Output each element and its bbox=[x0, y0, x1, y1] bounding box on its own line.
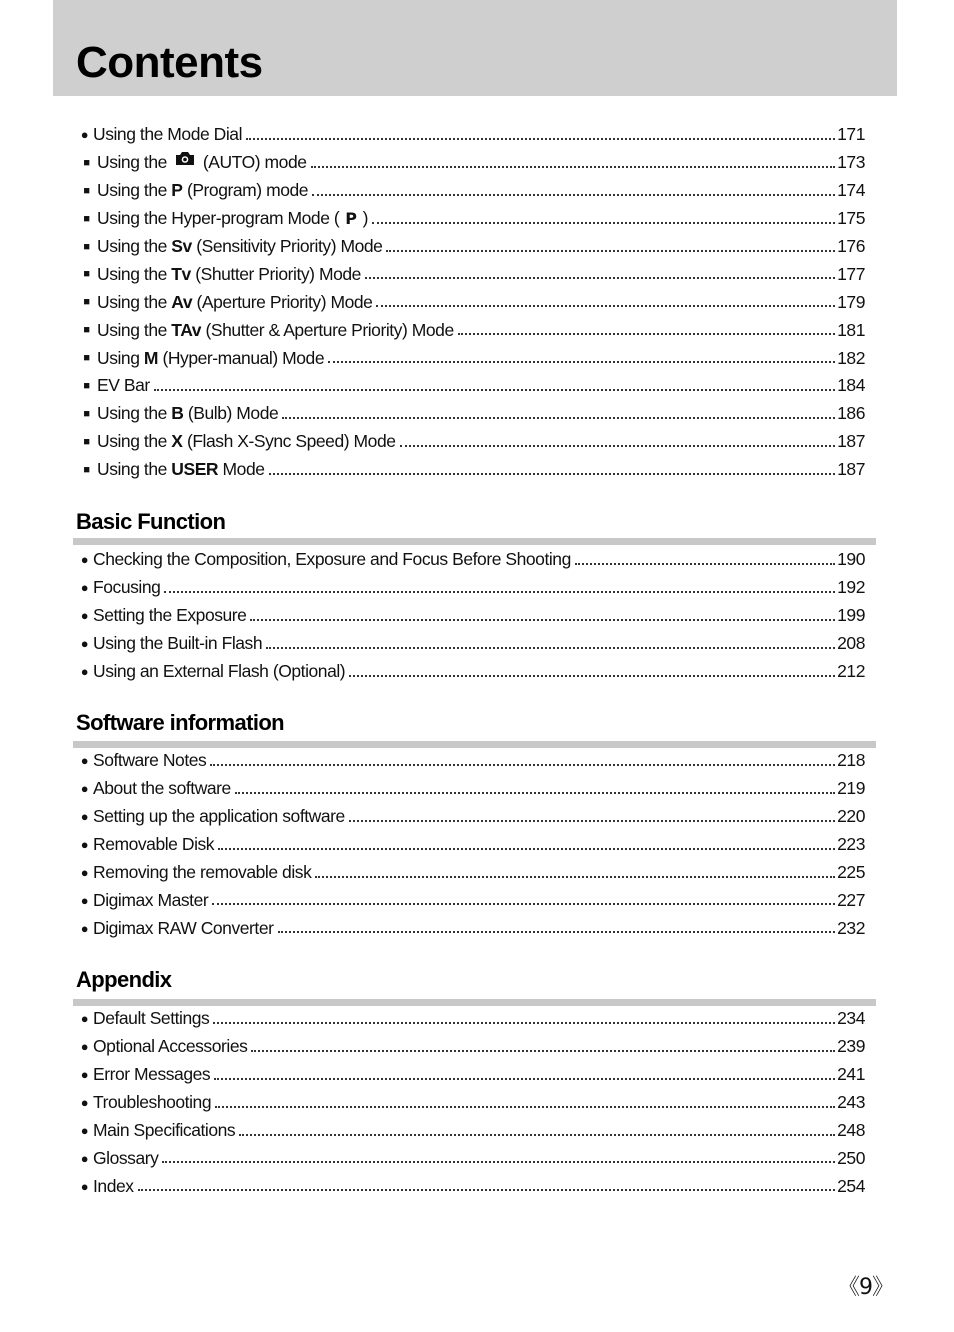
toc-appendix-list bbox=[76, 1005, 865, 1200]
toc-entry[interactable] bbox=[76, 831, 865, 859]
dot-leader bbox=[251, 1050, 835, 1052]
dot-leader bbox=[386, 250, 835, 252]
toc-entry[interactable] bbox=[76, 658, 865, 686]
toc-entry-label: Default Settings bbox=[93, 1008, 210, 1029]
toc-entry[interactable] bbox=[76, 775, 865, 803]
toc-entry-label: Digimax Master bbox=[93, 889, 209, 910]
round-bullet-icon: ● bbox=[80, 809, 89, 825]
toc-entry[interactable] bbox=[76, 400, 865, 428]
toc-entry-page: 208 bbox=[837, 633, 865, 654]
toc-entry-page: 232 bbox=[837, 917, 865, 938]
toc-entry-page: 218 bbox=[837, 750, 865, 771]
toc-entry-page: 243 bbox=[837, 1092, 865, 1113]
dot-leader bbox=[213, 1022, 835, 1024]
round-bullet-icon: ● bbox=[80, 920, 89, 936]
toc-entry-page: 182 bbox=[837, 347, 865, 368]
toc-entry-label: Removable Disk bbox=[93, 834, 215, 855]
round-bullet-icon: ● bbox=[80, 753, 89, 769]
round-bullet-icon: ● bbox=[80, 552, 89, 568]
toc-entry-page: 199 bbox=[837, 605, 865, 626]
dot-leader bbox=[365, 277, 835, 279]
round-bullet-icon: ● bbox=[80, 1039, 89, 1055]
toc-entry-page: 250 bbox=[837, 1147, 865, 1168]
dot-leader bbox=[269, 473, 836, 475]
camera-icon bbox=[175, 150, 195, 171]
square-bullet-icon: ■ bbox=[83, 352, 90, 365]
toc-entry-label: Using the Hyper-program Mode ( P ) bbox=[97, 208, 368, 229]
toc-entry-page: 225 bbox=[837, 862, 865, 882]
square-bullet-icon: ■ bbox=[83, 240, 90, 253]
dot-leader bbox=[138, 1189, 836, 1191]
section-divider bbox=[73, 538, 876, 545]
toc-entry-label: Optional Accessories bbox=[93, 1036, 248, 1057]
section-title-appendix: Appendix bbox=[76, 967, 172, 992]
toc-entry-label: Using the Tv (Shutter Priority) Mode bbox=[97, 263, 361, 284]
square-bullet-icon: ■ bbox=[83, 184, 90, 197]
dot-leader bbox=[376, 305, 835, 307]
toc-entry-page: 175 bbox=[837, 208, 865, 229]
toc-entry[interactable] bbox=[76, 1172, 865, 1200]
toc-entry[interactable] bbox=[76, 344, 865, 372]
toc-entry-label: Using an External Flash (Optional) bbox=[93, 661, 346, 681]
toc-entry-label: About the software bbox=[93, 778, 231, 799]
dot-leader bbox=[214, 1078, 835, 1080]
toc-entry-page: 187 bbox=[837, 431, 865, 452]
toc-entry[interactable] bbox=[76, 602, 865, 630]
toc-entry[interactable] bbox=[76, 859, 865, 887]
dot-leader bbox=[349, 820, 835, 822]
section-title-basic-function: Basic Function bbox=[76, 509, 226, 534]
round-bullet-icon: ● bbox=[80, 837, 89, 853]
toc-entry-label: Focusing bbox=[93, 577, 161, 598]
toc-entry-page: 176 bbox=[837, 236, 865, 256]
dot-leader bbox=[250, 619, 835, 621]
toc-entry-page: 171 bbox=[837, 124, 865, 145]
toc-entry-page: 220 bbox=[837, 806, 865, 827]
toc-entry-page: 190 bbox=[837, 549, 865, 570]
square-bullet-icon: ■ bbox=[83, 379, 90, 392]
toc-entry[interactable] bbox=[76, 177, 865, 205]
toc-basic-function-list bbox=[76, 546, 865, 685]
toc-entry-label: Using the TAv (Shutter & Aperture Priority) Mode bbox=[97, 319, 454, 340]
dot-leader bbox=[239, 1134, 835, 1136]
round-bullet-icon: ● bbox=[80, 892, 89, 908]
toc-entry-label: Error Messages bbox=[93, 1064, 211, 1085]
toc-entry-label: Using the USER Mode bbox=[97, 459, 265, 480]
square-bullet-icon: ■ bbox=[83, 156, 90, 169]
dot-leader bbox=[212, 903, 835, 905]
toc-entry-page: 184 bbox=[837, 375, 865, 396]
round-bullet-icon: ● bbox=[80, 636, 89, 652]
dot-leader bbox=[372, 222, 835, 224]
square-bullet-icon: ■ bbox=[83, 324, 90, 337]
toc-entry-label: Main Specifications bbox=[93, 1120, 236, 1140]
toc-entry-label: Using the Sv (Sensitivity Priority) Mode bbox=[97, 236, 383, 256]
round-bullet-icon: ● bbox=[80, 1095, 89, 1111]
toc-entry-page: 227 bbox=[837, 889, 865, 910]
toc-entry-label: Using the Mode Dial bbox=[93, 124, 243, 145]
toc-entry-label: Index bbox=[93, 1175, 134, 1196]
toc-entry-page: 181 bbox=[837, 319, 865, 340]
page-title: Contents bbox=[76, 38, 263, 87]
toc-entry-page: 173 bbox=[837, 152, 865, 173]
toc-entry-label: EV Bar bbox=[97, 375, 150, 396]
toc-entry-label: Using the Built-in Flash bbox=[93, 633, 263, 654]
dot-leader bbox=[162, 1161, 835, 1163]
toc-entry-page: 174 bbox=[837, 180, 865, 201]
square-bullet-icon: ■ bbox=[83, 463, 90, 476]
toc-entry-page: 239 bbox=[837, 1036, 865, 1057]
toc-entry-label: Using the (AUTO) mode bbox=[97, 152, 307, 174]
page-number: 《9》 bbox=[838, 1275, 893, 1300]
toc-entry-label: Setting up the application software bbox=[93, 806, 345, 827]
round-bullet-icon: ● bbox=[80, 1011, 89, 1027]
round-bullet-icon: ● bbox=[80, 127, 89, 143]
square-bullet-icon: ■ bbox=[83, 435, 90, 448]
round-bullet-icon: ● bbox=[80, 608, 89, 624]
dot-leader bbox=[315, 876, 835, 878]
toc-entry-page: 223 bbox=[837, 834, 865, 855]
toc-entry-page: 234 bbox=[837, 1008, 865, 1029]
toc-entry-page: 254 bbox=[837, 1175, 865, 1196]
toc-entry-label: Removing the removable disk bbox=[93, 862, 312, 882]
dot-leader bbox=[328, 361, 835, 363]
dot-leader bbox=[218, 848, 835, 850]
toc-entry[interactable] bbox=[76, 1089, 865, 1117]
toc-entry[interactable] bbox=[76, 456, 865, 484]
round-bullet-icon: ● bbox=[80, 1150, 89, 1166]
toc-entry-label: Using the B (Bulb) Mode bbox=[97, 403, 279, 424]
dot-leader bbox=[458, 333, 835, 335]
dot-leader bbox=[312, 194, 835, 196]
toc-entry-page: 186 bbox=[837, 403, 865, 424]
dot-leader bbox=[282, 417, 835, 419]
toc-entry-page: 187 bbox=[837, 459, 865, 480]
toc-entry[interactable] bbox=[76, 574, 865, 602]
toc-entry[interactable] bbox=[76, 260, 865, 288]
toc-entry[interactable] bbox=[76, 288, 865, 316]
toc-entry-page: 192 bbox=[837, 577, 865, 598]
toc-entry[interactable] bbox=[76, 1033, 865, 1061]
toc-software-list bbox=[76, 747, 865, 942]
toc-entry-page: 219 bbox=[837, 778, 865, 799]
square-bullet-icon: ■ bbox=[83, 296, 90, 309]
toc-entry[interactable] bbox=[76, 428, 865, 456]
toc-entry[interactable] bbox=[76, 205, 865, 233]
toc-entry-label: Glossary bbox=[93, 1147, 159, 1168]
toc-entry[interactable] bbox=[76, 372, 865, 400]
toc-entry-label: Digimax RAW Converter bbox=[93, 917, 274, 938]
toc-entry[interactable] bbox=[76, 1117, 865, 1145]
p-mode-icon: P bbox=[345, 209, 357, 229]
toc-entry[interactable] bbox=[76, 1061, 865, 1089]
round-bullet-icon: ● bbox=[80, 1067, 89, 1083]
toc-mode-list bbox=[76, 121, 865, 484]
toc-entry[interactable] bbox=[76, 1005, 865, 1033]
toc-entry[interactable] bbox=[76, 149, 865, 177]
toc-entry[interactable] bbox=[76, 914, 865, 942]
toc-entry[interactable] bbox=[76, 233, 865, 261]
toc-entry-label: Using the P (Program) mode bbox=[97, 180, 309, 201]
toc-entry-page: 179 bbox=[837, 291, 865, 312]
dot-leader bbox=[235, 792, 835, 794]
dot-leader bbox=[278, 931, 836, 933]
toc-entry[interactable] bbox=[76, 630, 865, 658]
square-bullet-icon: ■ bbox=[83, 268, 90, 281]
toc-entry[interactable] bbox=[76, 803, 865, 831]
toc-entry-label: Using the Av (Aperture Priority) Mode bbox=[97, 291, 373, 312]
toc-entry-page: 241 bbox=[837, 1064, 865, 1085]
round-bullet-icon: ● bbox=[80, 781, 89, 797]
dot-leader bbox=[154, 389, 835, 391]
toc-entry-label: Checking the Composition, Exposure and Focus Before Shooting bbox=[93, 549, 571, 570]
toc-entry[interactable] bbox=[76, 121, 865, 149]
dot-leader bbox=[266, 647, 835, 649]
toc-entry-label: Troubleshooting bbox=[93, 1092, 212, 1113]
square-bullet-icon: ■ bbox=[83, 407, 90, 420]
round-bullet-icon: ● bbox=[80, 664, 89, 679]
dot-leader bbox=[164, 591, 835, 593]
dot-leader bbox=[311, 166, 836, 168]
toc-entry-label: Software Notes bbox=[93, 750, 207, 771]
round-bullet-icon: ● bbox=[80, 865, 89, 880]
section-title-software-information: Software information bbox=[76, 710, 285, 735]
toc-entry-page: 177 bbox=[837, 263, 865, 284]
dot-leader bbox=[575, 563, 835, 565]
round-bullet-icon: ● bbox=[80, 1178, 89, 1194]
toc-entry[interactable] bbox=[76, 747, 865, 775]
dot-leader bbox=[210, 764, 835, 766]
toc-entry-page: 212 bbox=[837, 661, 865, 681]
toc-entry-page: 248 bbox=[837, 1120, 865, 1140]
toc-entry[interactable] bbox=[76, 1144, 865, 1172]
round-bullet-icon: ● bbox=[80, 1123, 89, 1138]
dot-leader bbox=[400, 445, 836, 447]
toc-entry-label: Using the X (Flash X-Sync Speed) Mode bbox=[97, 431, 396, 452]
toc-entry[interactable] bbox=[76, 886, 865, 914]
round-bullet-icon: ● bbox=[80, 580, 89, 596]
square-bullet-icon: ■ bbox=[83, 212, 90, 225]
dot-leader bbox=[349, 675, 835, 677]
toc-entry-label: Setting the Exposure bbox=[93, 605, 247, 626]
dot-leader bbox=[246, 138, 835, 140]
toc-entry[interactable] bbox=[76, 546, 865, 574]
toc-entry-label: Using M (Hyper-manual) Mode bbox=[97, 347, 325, 368]
dot-leader bbox=[215, 1106, 835, 1108]
toc-entry[interactable] bbox=[76, 316, 865, 344]
